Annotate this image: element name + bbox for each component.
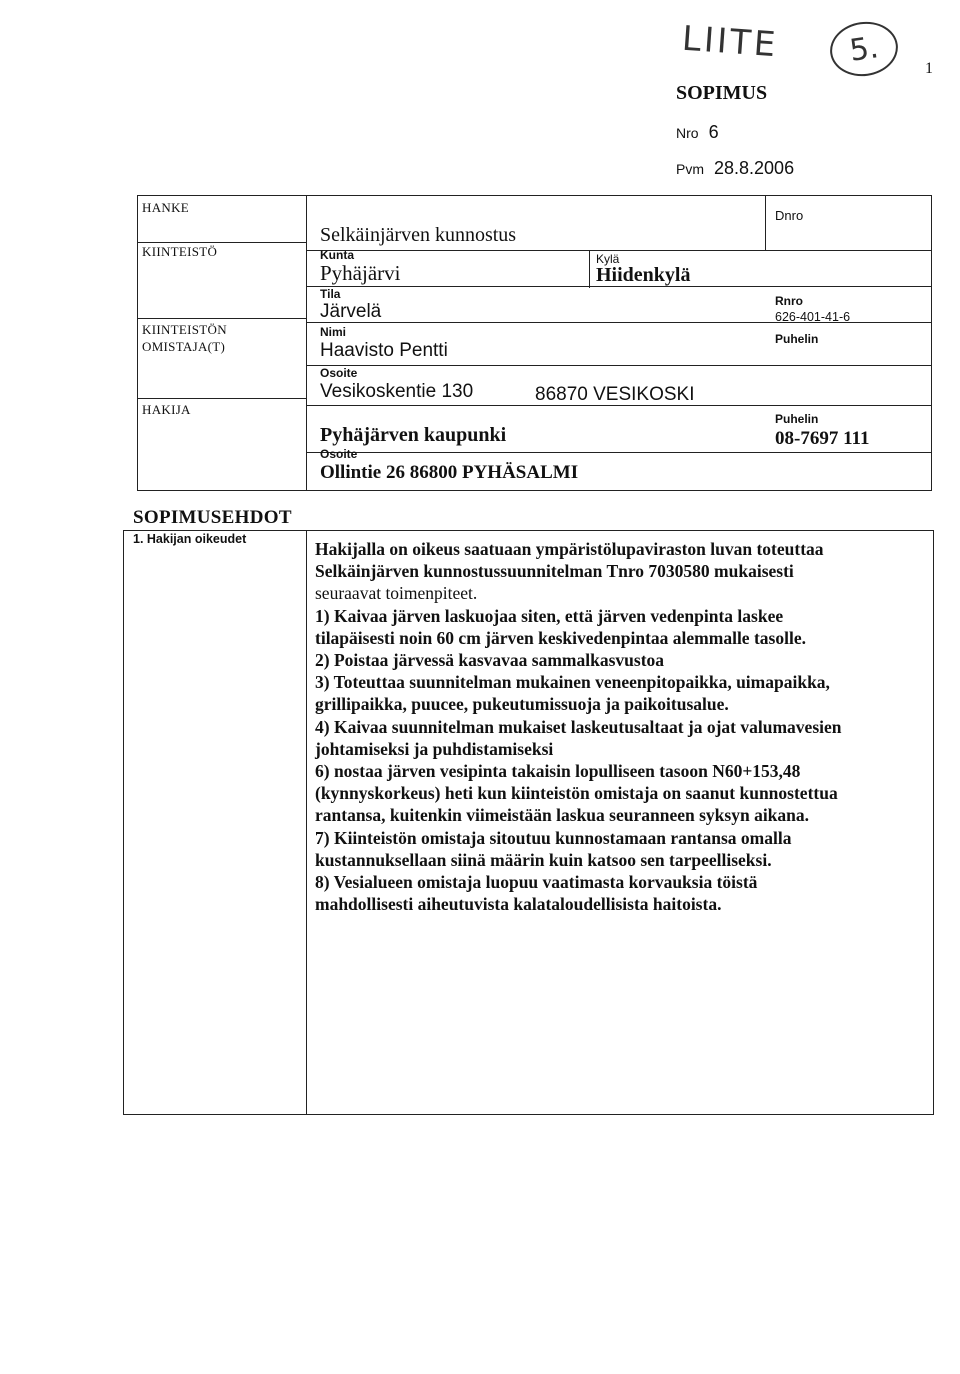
circled-number: 5. <box>847 29 881 69</box>
terms-line: 8) Vesialueen omistaja luopuu vaatimasta korvauksia töistä <box>315 872 758 893</box>
tila-label: Tila <box>320 287 341 301</box>
osoite-postal: 86870 VESIKOSKI <box>535 384 695 405</box>
kyla-divider <box>589 250 590 288</box>
hanke-label: HANKE <box>142 200 189 215</box>
page-number: 1 <box>925 60 933 77</box>
terms-line: 4) Kaivaa suunnitelman mukaiset laskeutusaltaat ja ojat valumavesien <box>315 716 842 737</box>
line-dnro <box>306 250 932 251</box>
terms-line: Hakijalla on oikeus saatuaan ympäristölupaviraston luvan toteuttaa <box>315 539 824 559</box>
owner-puhelin-label: Puhelin <box>775 332 819 346</box>
terms-line: mahdollisesti aiheutuvista kalataloudellisista haitoista. <box>315 894 722 915</box>
line-nimi <box>306 365 932 366</box>
nimi-label: Nimi <box>320 325 347 339</box>
form-divider-right <box>765 195 766 251</box>
form-divider-left <box>306 195 307 491</box>
document-title: SOPIMUS <box>676 82 768 104</box>
pvm-value: 28.8.2006 <box>714 158 795 178</box>
terms-item-label: 1. Hakijan oikeudet <box>133 532 247 546</box>
project-title: Selkäinjärven kunnostus <box>320 224 517 246</box>
nro-value: 6 <box>708 122 719 142</box>
terms-line: johtamiseksi ja puhdistamiseksi <box>315 738 554 759</box>
terms-divider <box>306 530 307 1115</box>
terms-body <box>315 538 925 915</box>
hakija-puhelin-label: Puhelin <box>775 412 819 426</box>
nro-label: Nro <box>676 125 699 141</box>
hakija-osoite-label: Osoite <box>320 447 358 461</box>
line-osoite-left <box>137 398 307 399</box>
rnro-value: 626-401-41-6 <box>775 310 851 324</box>
terms-line: seuraavat toimenpiteet. <box>315 583 478 604</box>
handwritten-liite-mark: LIITE <box>680 18 780 66</box>
nimi-value: Haavisto Pentti <box>320 340 448 361</box>
pvm-label: Pvm <box>676 161 704 177</box>
hakija-label: HAKIJA <box>142 402 191 417</box>
terms-line: 1) Kaivaa järven laskuojaa siten, että järven vedenpinta laskee <box>315 605 784 626</box>
line-hanke <box>137 242 307 243</box>
omistaja-label-line1: KIINTEISTÖN <box>142 322 227 337</box>
terms-line: Selkäinjärven kunnostussuunnitelman Tnro 7030580 mukaisesti <box>315 561 794 582</box>
pvm-row <box>676 158 794 179</box>
line-hakija <box>306 452 932 453</box>
nro-row <box>676 122 719 143</box>
omistaja-label-line2: OMISTAJA(T) <box>142 339 226 354</box>
circled-number-stamp <box>827 18 902 81</box>
tila-value: Järvelä <box>320 301 382 322</box>
terms-line: rantansa, kuitenkin viimeistään laskua seuranneen syksyn aikana. <box>315 805 810 826</box>
terms-line: 3) Toteuttaa suunnitelman mukainen veneenpitopaikka, uimapaikka, <box>315 672 830 693</box>
terms-section-title: SOPIMUSEHDOT <box>133 507 292 528</box>
terms-line: (kynnyskorkeus) heti kun kiinteistön omistaja on saanut kunnostettua <box>315 783 838 804</box>
kyla-value: Hiidenkylä <box>596 264 691 286</box>
osoite-label: Osoite <box>320 366 358 380</box>
hakija-osoite-value: Ollintie 26 86800 PYHÄSALMI <box>320 462 579 483</box>
terms-line: kustannuksellaan siinä määrin kuin katsoo sen tarpeelliseksi. <box>315 849 772 870</box>
hakija-name: Pyhäjärven kaupunki <box>320 424 507 446</box>
terms-line: tilapäisesti noin 60 cm järven keskivedenpintaa alemmalle tasolle. <box>315 627 806 648</box>
rnro-label: Rnro <box>775 294 803 308</box>
kyla-label: Kylä <box>596 252 620 266</box>
line-kiinteisto-left <box>137 318 307 319</box>
kunta-label: Kunta <box>320 248 354 262</box>
terms-line: grillipaikka, puucee, pukeutumissuoja ja paikoitusalue. <box>315 694 729 715</box>
terms-line: 7) Kiinteistön omistaja sitoutuu kunnostamaan rantansa omalla <box>315 827 792 848</box>
terms-line: 2) Poistaa järvessä kasvavaa sammalkasvustoa <box>315 650 665 671</box>
kiinteisto-label: KIINTEISTÖ <box>142 244 218 259</box>
terms-line: 6) nostaa järven vesipinta takaisin lopulliseen tasoon N60+153,48 <box>315 761 801 782</box>
dnro-label: Dnro <box>775 208 804 223</box>
osoite-value: Vesikoskentie 130 <box>320 381 474 402</box>
kunta-value: Pyhäjärvi <box>320 261 401 285</box>
hakija-puhelin-value: 08-7697 111 <box>775 428 870 449</box>
